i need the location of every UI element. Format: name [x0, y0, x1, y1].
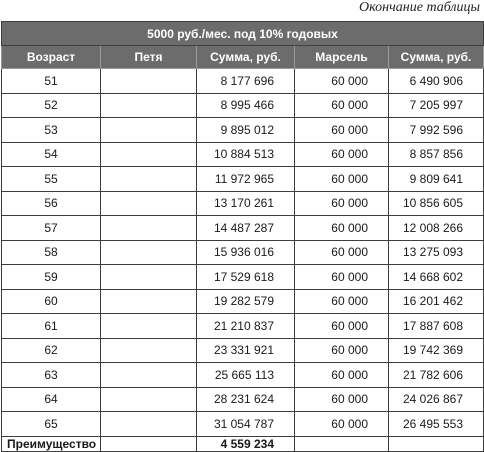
age-cell: 61 — [2, 314, 101, 339]
petya-cell — [101, 363, 197, 388]
age-cell: 60 — [2, 289, 101, 314]
petya-cell — [101, 240, 197, 265]
table-row — [2, 412, 484, 437]
sum-marsel-cell: 12 008 266 — [389, 216, 484, 241]
age-cell: 54 — [2, 142, 101, 167]
petya-cell — [101, 289, 197, 314]
sum-petya-cell: 23 331 921 — [197, 338, 295, 363]
sum-petya-cell: 13 170 261 — [197, 191, 295, 216]
table-row — [2, 338, 484, 363]
sum-marsel-cell: 16 201 462 — [389, 289, 484, 314]
petya-cell — [101, 338, 197, 363]
table-row — [2, 69, 484, 94]
age-cell: 64 — [2, 387, 101, 412]
sum-marsel-cell: 17 887 608 — [389, 314, 484, 339]
sum-petya-cell: 28 231 624 — [197, 387, 295, 412]
age-cell: 52 — [2, 93, 101, 118]
petya-cell — [101, 69, 197, 94]
sum-petya-cell: 19 282 579 — [197, 289, 295, 314]
sum-marsel-cell: 26 495 553 — [389, 412, 484, 437]
marsel-cell: 60 000 — [295, 363, 389, 388]
table-row — [2, 289, 484, 314]
marsel-cell: 60 000 — [295, 387, 389, 412]
header-sum-petya: Сумма, руб. — [197, 46, 295, 69]
marsel-cell: 60 000 — [295, 314, 389, 339]
sum-marsel-cell: 21 782 606 — [389, 363, 484, 388]
table-row — [2, 118, 484, 143]
sum-petya-cell: 8 177 696 — [197, 69, 295, 94]
sum-marsel-cell: 8 857 856 — [389, 142, 484, 167]
table-row — [2, 167, 484, 192]
table-row — [2, 387, 484, 412]
sum-petya-cell: 9 895 012 — [197, 118, 295, 143]
petya-cell — [101, 314, 197, 339]
sum-petya-cell: 11 972 965 — [197, 167, 295, 192]
marsel-cell: 60 000 — [295, 69, 389, 94]
sum-petya-cell: 14 487 287 — [197, 216, 295, 241]
marsel-cell: 60 000 — [295, 412, 389, 437]
marsel-cell: 60 000 — [295, 338, 389, 363]
age-cell: 58 — [2, 240, 101, 265]
age-cell: 56 — [2, 191, 101, 216]
petya-cell — [101, 191, 197, 216]
table-row — [2, 142, 484, 167]
table-row — [2, 191, 484, 216]
age-cell: 59 — [2, 265, 101, 290]
marsel-cell: 60 000 — [295, 167, 389, 192]
sum-petya-cell: 17 529 618 — [197, 265, 295, 290]
table-title: 5000 руб./мес. под 10% годовых — [2, 22, 484, 46]
age-cell: 63 — [2, 363, 101, 388]
table-row — [2, 265, 484, 290]
age-cell: 51 — [2, 69, 101, 94]
table-row — [2, 216, 484, 241]
sum-petya-cell: 21 210 837 — [197, 314, 295, 339]
header-age: Возраст — [2, 46, 101, 69]
table-header-row — [2, 46, 484, 69]
marsel-cell: 60 000 — [295, 118, 389, 143]
sum-petya-cell: 25 665 113 — [197, 363, 295, 388]
sum-marsel-cell: 6 490 906 — [389, 69, 484, 94]
age-cell: 57 — [2, 216, 101, 241]
sum-petya-cell: 10 884 513 — [197, 142, 295, 167]
sum-marsel-cell: 24 026 867 — [389, 387, 484, 412]
table-row — [2, 93, 484, 118]
age-cell: 53 — [2, 118, 101, 143]
table-row — [2, 363, 484, 388]
header-marsel: Марсель — [295, 46, 389, 69]
sum-petya-cell: 15 936 016 — [197, 240, 295, 265]
petya-cell — [101, 93, 197, 118]
age-cell: 55 — [2, 167, 101, 192]
table-continuation-caption: Окончание таблицы — [359, 0, 480, 15]
age-cell: 65 — [2, 412, 101, 437]
sum-marsel-cell: 19 742 369 — [389, 338, 484, 363]
petya-cell — [101, 167, 197, 192]
sum-marsel-cell: 7 992 596 — [389, 118, 484, 143]
savings-comparison-table — [1, 21, 484, 452]
advantage-label: Преимущество — [2, 436, 101, 451]
sum-marsel-cell: 13 275 093 — [389, 240, 484, 265]
table-body — [2, 69, 484, 437]
sum-marsel-cell: 10 856 605 — [389, 191, 484, 216]
table-row — [2, 240, 484, 265]
table-title-row — [2, 22, 484, 46]
petya-cell — [101, 216, 197, 241]
sum-petya-cell: 31 054 787 — [197, 412, 295, 437]
marsel-cell: 60 000 — [295, 265, 389, 290]
petya-cell — [101, 118, 197, 143]
sum-marsel-cell: 9 809 641 — [389, 167, 484, 192]
sum-petya-cell: 8 995 466 — [197, 93, 295, 118]
header-petya: Петя — [101, 46, 197, 69]
marsel-cell: 60 000 — [295, 216, 389, 241]
marsel-cell: 60 000 — [295, 240, 389, 265]
age-cell: 62 — [2, 338, 101, 363]
marsel-cell: 60 000 — [295, 93, 389, 118]
marsel-cell: 60 000 — [295, 191, 389, 216]
petya-cell — [101, 265, 197, 290]
sum-marsel-cell: 14 668 602 — [389, 265, 484, 290]
advantage-value: 4 559 234 — [197, 436, 295, 451]
header-sum-marsel: Сумма, руб. — [389, 46, 484, 69]
petya-cell — [101, 142, 197, 167]
marsel-cell: 60 000 — [295, 142, 389, 167]
table-row — [2, 314, 484, 339]
marsel-cell: 60 000 — [295, 289, 389, 314]
petya-cell — [101, 387, 197, 412]
sum-marsel-cell: 7 205 997 — [389, 93, 484, 118]
petya-cell — [101, 412, 197, 437]
